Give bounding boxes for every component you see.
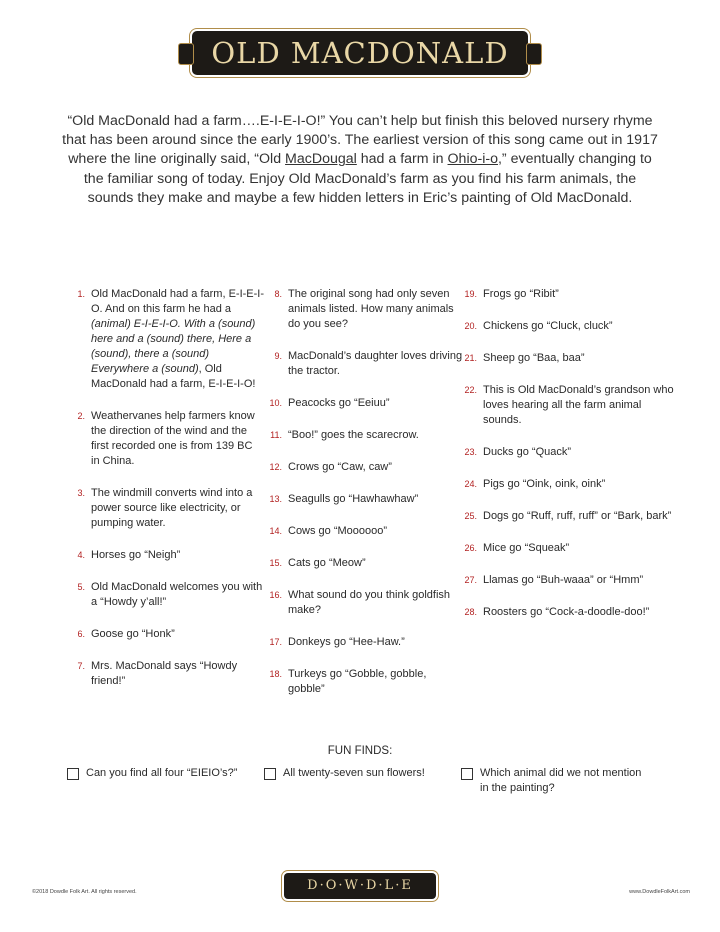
intro-text-2: had a farm in [356,151,448,168]
item-number: 6. [77,629,85,639]
item-text: Mice go “Squeak” [483,542,570,554]
item-number: 12. [269,462,282,472]
list-item [265,635,465,650]
list-item [68,580,264,610]
item-number: 14. [269,526,282,536]
item-number: 4. [77,550,85,560]
item-text: This is Old MacDonald’s grandson who loves hearing all the farm animal sounds. [483,384,674,426]
item-number: 5. [77,582,85,592]
item-number: 25. [464,511,477,521]
item-number: 10. [269,398,282,408]
item-text: Dogs go “Ruff, ruff, ruff” or “Bark, bark” [483,510,672,522]
list-item [68,486,264,531]
list-item [460,287,675,302]
list-item [265,428,465,443]
item-number: 8. [274,289,282,299]
item-text-italic: (animal) E-I-E-I-O. With a (sound) here and a (sound) there, Here a (sound), there a (sound) Everywhere a (sound) [91,318,256,375]
item-number: 7. [77,661,85,671]
item-text: Pigs go “Oink, oink, oink” [483,478,606,490]
list-item [265,287,465,332]
title-banner [192,31,528,75]
item-text: Seagulls go “Hawhawhaw” [288,493,419,505]
item-text: Mrs. MacDonald says “Howdy friend!” [91,660,238,687]
fun-find-label: Can you find all four “EIEIO’s?” [86,767,238,779]
list-item [265,524,465,539]
item-number: 28. [464,607,477,617]
item-text: Crows go “Caw, caw” [288,461,392,473]
list-item [265,460,465,475]
list-item [265,667,465,697]
item-number: 22. [464,385,477,395]
list-item [68,287,264,392]
item-text: Llamas go “Buh-waaa” or “Hmm” [483,574,644,586]
list-item [68,627,264,642]
item-number: 1. [77,289,85,299]
list-item [460,351,675,366]
list-item [265,349,465,379]
item-text: Sheep go “Baa, baa” [483,352,585,364]
intro-text-3: ,” eventually changing to the familiar song of today. Enjoy Old MacDonald’s farm as you find his farm animals, the sounds they make and maybe a few hidden letters in Eric’s painting of Old MacDonald. [83,151,652,206]
items-column-1 [68,287,264,706]
item-number: 2. [77,411,85,421]
fun-find-3 [461,766,646,796]
list-item [68,548,264,563]
item-text: Chickens go “Cluck, cluck” [483,320,613,332]
page-title: OLD MACDONALD [211,36,509,70]
item-number: 3. [77,488,85,498]
item-number: 16. [269,590,282,600]
dowdle-logo [284,873,436,899]
list-item [68,409,264,469]
item-text: The original song had only seven animals listed. How many animals do you see? [288,288,454,330]
list-item [265,492,465,507]
item-text: Donkeys go “Hee-Haw.” [288,636,405,648]
item-number: 27. [464,575,477,585]
fun-find-label: All twenty-seven sun flowers! [283,767,425,779]
item-text: Frogs go “Ribit” [483,288,559,300]
checkbox-missing-animal[interactable] [461,768,473,780]
item-text: Cats go “Meow” [288,557,366,569]
item-number: 13. [269,494,282,504]
items-column-2 [265,287,465,714]
item-number: 11. [270,430,282,440]
item-number: 20. [464,321,477,331]
intro-underlined-2: Ohio-i-o [447,151,498,168]
item-text: Goose go “Honk” [91,628,175,640]
list-item [460,445,675,460]
fun-find-2 [264,766,449,781]
intro-text-1: “Old MacDonald had a farm….E-I-E-I-O!” You can’t help but finish this beloved nursery rhyme that has been around since the early 1900’s. The earliest version of this song came out in 1917 where the line originally said, “Old [62,113,658,168]
items-column-3 [460,287,675,637]
list-item [68,659,264,689]
list-item [460,477,675,492]
item-number: 24. [464,479,477,489]
list-item [460,319,675,334]
item-number: 23. [464,447,477,457]
item-text: Cows go “Moooooo” [288,525,388,537]
fun-find-1 [67,766,252,781]
website-link[interactable]: www.DowdleFolkArt.com [629,889,690,895]
item-text: The windmill converts wind into a power source like electricity, or pumping water. [91,487,253,529]
checkbox-sunflowers[interactable] [264,768,276,780]
checkbox-eieio[interactable] [67,768,79,780]
item-number: 9. [274,351,282,361]
item-text-part: Old MacDonald had a farm, E-I-E-I-O. And on this farm he had a [91,288,265,315]
item-text: Roosters go “Cock-a-doodle-doo!” [483,606,650,618]
item-text: Horses go “Neigh” [91,549,181,561]
item-text: Weathervanes help farmers know the direction of the wind and the first recorded one is from 139 BC in China. [91,410,255,467]
intro-paragraph [60,112,660,208]
list-item [460,573,675,588]
item-text: Ducks go “Quack” [483,446,572,458]
banner-right-cap [526,43,542,65]
item-number: 26. [464,543,477,553]
list-item [265,556,465,571]
item-text: “Boo!” goes the scarecrow. [288,429,419,441]
item-text: Old MacDonald welcomes you with a “Howdy y’all!” [91,581,263,608]
item-text: What sound do you think goldfish make? [288,589,451,616]
list-item [265,588,465,618]
copyright-text: ©2018 Dowdle Folk Art. All rights reserved. [32,889,137,895]
item-number: 18. [269,669,282,679]
item-text: MacDonald’s daughter loves driving the tractor. [288,350,463,377]
list-item [460,509,675,524]
logo-text: D·O·W·D·L·E [307,878,413,893]
item-number: 19. [464,289,477,299]
item-number: 15. [269,558,282,568]
list-item [460,383,675,428]
list-item [265,396,465,411]
list-item [460,605,675,620]
item-text-part: , Old MacDonald had a farm, E-I-E-I-O! [91,363,256,390]
item-number: 17. [269,637,282,647]
item-number: 21. [464,353,477,363]
intro-underlined-1: MacDougal [285,151,357,168]
fun-find-label: Which animal did we not mention in the painting? [480,767,642,794]
item-text [91,287,264,392]
item-text: Turkeys go “Gobble, gobble, gobble” [288,668,427,695]
item-text: Peacocks go “Eeiuu” [288,397,390,409]
fun-finds-title: FUN FINDS: [327,745,393,757]
list-item [460,541,675,556]
